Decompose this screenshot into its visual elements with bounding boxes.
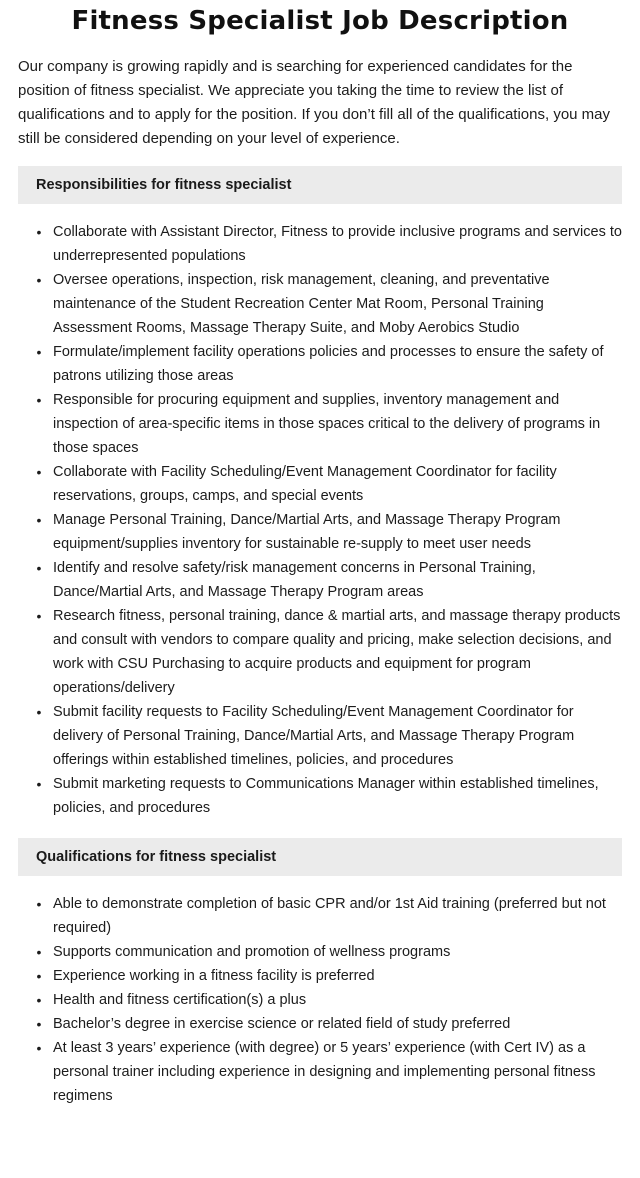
bullet-icon: • xyxy=(36,1016,42,1032)
page-title: Fitness Specialist Job Description xyxy=(71,6,569,36)
bullet-icon: • xyxy=(36,776,42,792)
bullet-icon: • xyxy=(36,944,42,960)
list-item xyxy=(18,988,622,1012)
bullet-icon: • xyxy=(36,344,42,360)
list-item xyxy=(18,388,622,460)
responsibilities-heading: Responsibilities for fitness specialist xyxy=(18,166,622,204)
bullet-icon: • xyxy=(36,968,42,984)
list-item xyxy=(18,220,622,268)
bullet-icon: • xyxy=(36,560,42,576)
bullet-icon: • xyxy=(36,896,42,912)
bullet-icon: • xyxy=(36,704,42,720)
list-item-text: Able to demonstrate completion of basic CPR and/or 1st Aid training (preferred but not required) xyxy=(53,896,606,936)
list-item xyxy=(18,340,622,388)
bullet-icon: • xyxy=(36,1040,42,1056)
list-item-text: Collaborate with Assistant Director, Fitness to provide inclusive programs and services to underrepresented populations xyxy=(53,224,622,264)
list-item-text: Submit facility requests to Facility Scheduling/Event Management Coordinator for delivery of Personal Training, Dance/Martial Arts, and Massage Therapy Program offerings within established timelines, policies, and procedures xyxy=(53,704,575,768)
list-item-text: At least 3 years’ experience (with degree) or 5 years’ experience (with Cert IV) as a personal trainer including experience in designing and implementing personal fitness regimens xyxy=(53,1040,596,1104)
list-item xyxy=(18,892,622,940)
bullet-icon: • xyxy=(36,512,42,528)
bullet-icon: • xyxy=(36,992,42,1008)
list-item-text: Research fitness, personal training, dance & martial arts, and massage therapy products and consult with vendors to compare quality and pricing, make selection decisions, and work with CSU Purchasing to acquire products and equipment for program operations/delivery xyxy=(53,608,621,696)
bullet-icon: • xyxy=(36,608,42,624)
list-item xyxy=(18,1036,622,1108)
bullet-icon: • xyxy=(36,392,42,408)
list-item xyxy=(18,700,622,772)
bullet-icon: • xyxy=(36,224,42,240)
list-item-text: Bachelor’s degree in exercise science or related field of study preferred xyxy=(53,1016,511,1032)
list-item-text: Submit marketing requests to Communications Manager within established timelines, policies, and procedures xyxy=(53,776,599,816)
list-item-text: Collaborate with Facility Scheduling/Event Management Coordinator for facility reservations, groups, camps, and special events xyxy=(53,464,557,504)
list-item-text: Experience working in a fitness facility is preferred xyxy=(53,968,375,984)
list-item xyxy=(18,604,622,700)
bullet-icon: • xyxy=(36,464,42,480)
list-item xyxy=(18,964,622,988)
list-item xyxy=(18,940,622,964)
list-item xyxy=(18,556,622,604)
list-item-text: Oversee operations, inspection, risk management, cleaning, and preventative maintenance of the Student Recreation Center Mat Room, Personal Training Assessment Rooms, Massage Therapy Suite, and Moby Aerobics Studio xyxy=(53,272,550,336)
list-item xyxy=(18,460,622,508)
list-item-text: Identify and resolve safety/risk management concerns in Personal Training, Dance/Martial Arts, and Massage Therapy Program areas xyxy=(53,560,536,600)
list-item-text: Health and fitness certification(s) a plus xyxy=(53,992,307,1008)
list-item-text: Responsible for procuring equipment and supplies, inventory management and inspection of area-specific items in those spaces critical to the delivery of programs in those spaces xyxy=(53,392,601,456)
list-item xyxy=(18,508,622,556)
qualifications-heading: Qualifications for fitness specialist xyxy=(18,838,622,876)
list-item xyxy=(18,268,622,340)
bullet-icon: • xyxy=(36,272,42,288)
responsibilities-list xyxy=(18,220,622,820)
intro-paragraph: Our company is growing rapidly and is searching for experienced candidates for the position of fitness specialist. We appreciate you taking the time to review the list of qualifications and to apply for the position. If you don’t fill all of the qualifications, you may still be considered depending on your level of experience. xyxy=(18,58,611,147)
qualifications-list xyxy=(18,892,622,1108)
list-item-text: Supports communication and promotion of wellness programs xyxy=(53,944,451,960)
list-item-text: Formulate/implement facility operations policies and processes to ensure the safety of patrons utilizing those areas xyxy=(53,344,604,384)
list-item-text: Manage Personal Training, Dance/Martial Arts, and Massage Therapy Program equipment/supplies inventory for sustainable re-supply to meet user needs xyxy=(53,512,561,552)
list-item xyxy=(18,772,622,820)
list-item xyxy=(18,1012,622,1036)
